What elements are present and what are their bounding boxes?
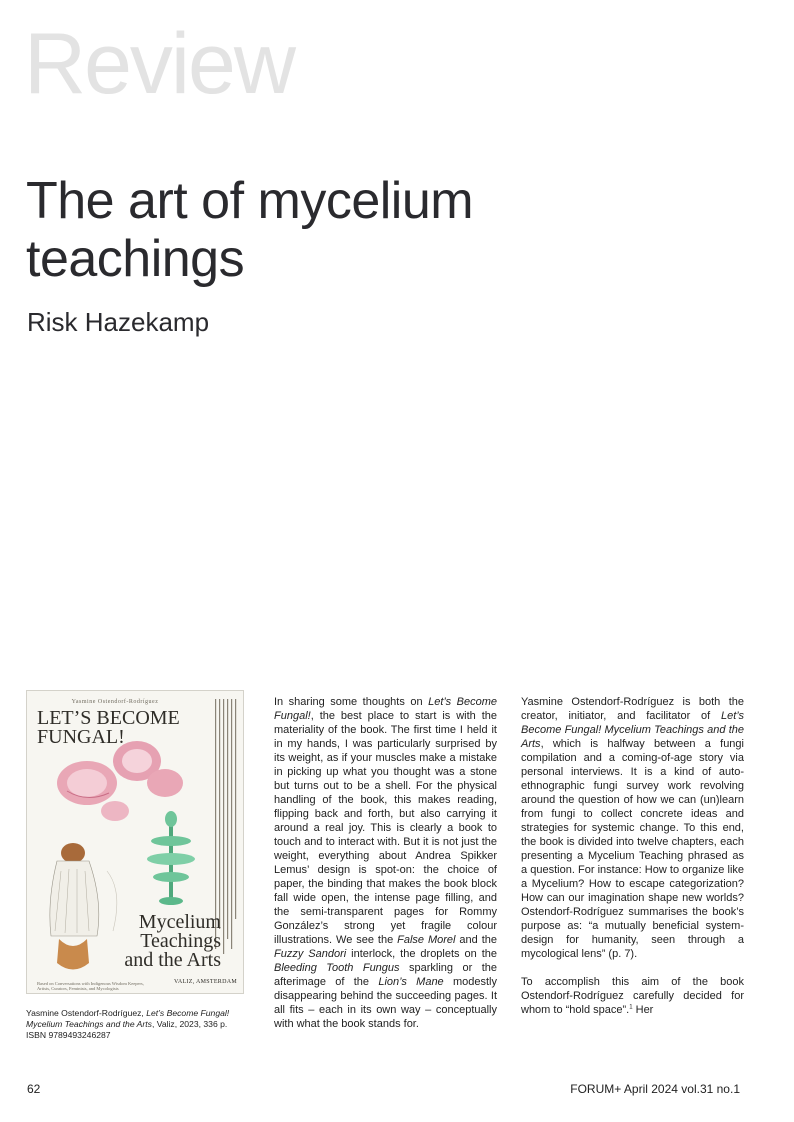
cover-subtitle-line3: and the Arts <box>124 949 221 971</box>
text-run: modestly disappearing behind the succeeding pages. It all fits – each in its own way – conceptually with what the book stands for. <box>274 976 497 1030</box>
body-column-2 <box>521 695 744 1031</box>
text-run: interlock, the droplets on the <box>346 948 497 960</box>
paragraph <box>521 695 744 961</box>
cover-subtitle <box>124 913 221 970</box>
page-number: 62 <box>27 1082 41 1096</box>
text-run: sparkling or the afterimage of the <box>274 962 498 988</box>
italic-run: Bleeding Tooth Fungus <box>274 962 400 974</box>
caption-isbn: ISBN 9789493246287 <box>26 1030 111 1040</box>
body-column-1 <box>274 695 497 1045</box>
cover-subtitle-line1: Mycelium <box>138 911 221 933</box>
cover-title-line2: FUNGAL! <box>37 726 125 748</box>
paragraph <box>521 975 744 1017</box>
cover-subtitle-line2: Teachings <box>140 930 221 952</box>
text-run: Her <box>632 1004 654 1016</box>
text-run: , which is halfway between a fungi compilation and a coming-of-age story via personal interviews. It is a kind of auto-ethnographic fungi survey work revolving around the question of how we can (un)learn from fungi to collect concrete ideas and strategies for systemic change. To this end, the book is divided into twelve chapters, each presenting a Mycelium Teaching phrased as a question. For instance: How to organize like a Mycelium? How to escape categorization? How can our imagination shape new worlds? Ostendorf-Rodríguez summarises the book’s purpose as: “a mutually beneficial system-design for humanity, seen through a mycological lens” (p. 7). <box>521 738 744 960</box>
cover-publisher: VALIZ, AMSTERDAM <box>173 979 237 985</box>
text-run: Yasmine Ostendorf-Rodríguez is both the creator, initiator, and facilitator of <box>521 696 744 722</box>
italic-run: Let’s Become Fungal! Mycelium Teachings and the Arts <box>521 710 744 750</box>
text-run: In sharing some thoughts on <box>274 696 429 708</box>
paragraph <box>274 695 497 1031</box>
article-title: The art of mycelium teachings <box>26 172 474 288</box>
cover-author: Yasmine Ostendorf-Rodríguez <box>71 699 159 705</box>
article-author: Risk Hazekamp <box>27 307 210 337</box>
text-run: , the best place to start is with the materiality of the book. The first time I held it in my hands, I was particularly surprised by its weight, as if your muscles make a mistake in picking up what you thought was a stone but turns out to be a shell. For the physical handling of the book, this makes reading, flipping back and forth, but also carrying it around a real joy. This is clearly a book to touch and to interact with. But it is not just the weight, everything about Andrea Spikker Lemus’ design is spot-on: the choice of paper, the binding that makes the book block fall wide open, the intense page filling, and the semi-transparent pages for Rommy González’s strong yet fragile colour illustrations. We see the <box>274 710 497 946</box>
footnote-ref[interactable]: 1 <box>629 1004 633 1011</box>
cover-tagline: Based on Conversations with Indigenous Wisdom Keepers, Artists, Curators, Feminists, and Mycologists <box>37 981 144 991</box>
cover-title <box>37 709 207 747</box>
italic-run: Let’s Become Fungal! <box>274 696 497 722</box>
italic-run: Fuzzy Sandori <box>274 948 347 960</box>
italic-run: Lion’s Mane <box>378 976 444 988</box>
caption-author: Yasmine Ostendorf-Rodríguez, <box>26 1008 147 1018</box>
text-run: and the <box>455 934 497 946</box>
text-run: To accomplish this aim of the book Ostendorf-Rodríguez carefully decided for whom to “hold space”. <box>521 976 744 1016</box>
cover-caption <box>26 1008 252 1041</box>
caption-book-title: Let’s Become Fungal! Mycelium Teachings and the Arts <box>26 1008 230 1029</box>
italic-run: False Morel <box>397 934 456 946</box>
book-cover-image <box>26 690 244 994</box>
journal-issue: FORUM+ April 2024 vol.31 no.1 <box>570 1082 740 1096</box>
caption-details: , Valiz, 2023, 336 p. <box>151 1019 228 1029</box>
cover-title-line1: LET’S BECOME <box>37 707 180 729</box>
section-label: Review <box>24 16 294 112</box>
